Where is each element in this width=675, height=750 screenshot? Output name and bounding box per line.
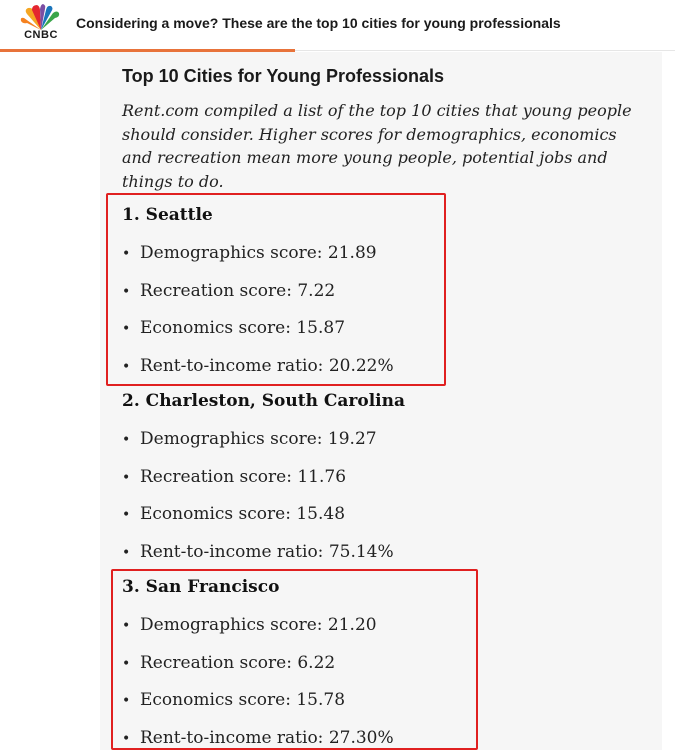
bullet: • bbox=[122, 618, 131, 634]
bullet: • bbox=[122, 693, 131, 709]
stat-text: Demographics score: 21.89 bbox=[140, 243, 377, 263]
stat-text: Economics score: 15.78 bbox=[140, 690, 346, 710]
stat-item bbox=[122, 504, 345, 524]
stat-item bbox=[122, 728, 394, 748]
stat-item bbox=[122, 318, 345, 338]
bullet: • bbox=[122, 359, 131, 375]
stat-item bbox=[122, 356, 394, 376]
stat-text: Rent-to-income ratio: 75.14% bbox=[140, 542, 394, 562]
stat-item bbox=[122, 243, 377, 263]
stat-item bbox=[122, 653, 335, 673]
stat-item bbox=[122, 429, 377, 449]
stat-text: Recreation score: 11.76 bbox=[140, 467, 347, 487]
stat-text: Rent-to-income ratio: 20.22% bbox=[140, 356, 394, 376]
stat-text: Demographics score: 19.27 bbox=[140, 429, 377, 449]
city-heading-seattle: 1. Seattle bbox=[122, 205, 213, 225]
bullet: • bbox=[122, 545, 131, 561]
stat-item bbox=[122, 690, 345, 710]
stat-item bbox=[122, 467, 346, 487]
stat-text: Economics score: 15.87 bbox=[140, 318, 346, 338]
city-heading-charleston: 2. Charleston, South Carolina bbox=[122, 391, 405, 411]
stat-text: Rent-to-income ratio: 27.30% bbox=[140, 728, 394, 748]
stat-item bbox=[122, 281, 335, 301]
stat-item bbox=[122, 615, 377, 635]
bullet: • bbox=[122, 432, 131, 448]
bullet: • bbox=[122, 246, 131, 262]
bullet: • bbox=[122, 470, 131, 486]
bullet: • bbox=[122, 507, 131, 523]
stat-item bbox=[122, 542, 394, 562]
site-header bbox=[0, 0, 675, 51]
bullet: • bbox=[122, 731, 131, 747]
stat-text: Recreation score: 6.22 bbox=[140, 653, 336, 673]
stat-text: Recreation score: 7.22 bbox=[140, 281, 336, 301]
bullet: • bbox=[122, 321, 131, 337]
bullet: • bbox=[122, 284, 131, 300]
stat-text: Economics score: 15.48 bbox=[140, 504, 346, 524]
article-headline[interactable]: Considering a move? These are the top 10 cities for young professionals bbox=[76, 15, 561, 31]
article-panel bbox=[100, 52, 662, 750]
logo-text: CNBC bbox=[24, 29, 58, 41]
bullet: • bbox=[122, 656, 131, 672]
stat-text: Demographics score: 21.20 bbox=[140, 615, 377, 635]
panel-title: Top 10 Cities for Young Professionals bbox=[122, 66, 445, 86]
city-heading-san-francisco: 3. San Francisco bbox=[122, 577, 280, 597]
panel-intro: Rent.com compiled a list of the top 10 cities that young people should consider. Higher scores for demographics, economics and recreation mean more young people, potential jobs and things to do. bbox=[122, 101, 632, 191]
